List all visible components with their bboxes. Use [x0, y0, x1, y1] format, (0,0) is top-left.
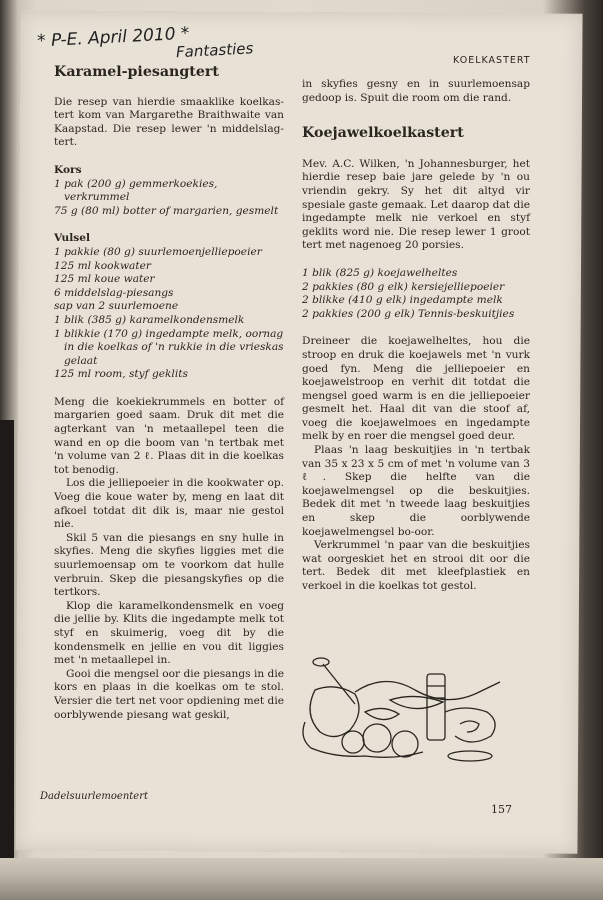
left-column: [54, 60, 284, 722]
spiral-swirl: [445, 708, 495, 742]
recipe1-method-step: Los die jelliepoeier in die kookwater op. Voeg die koue water by, meng en laat dit afkoel totdat dit dik is, maar nie gestol nie.: [54, 477, 284, 531]
ingredient: 1 blik (385 g) karamelkondensmelk: [54, 313, 245, 326]
spoon-handle: [323, 664, 355, 704]
recipe2-intro: Mev. A.C. Wilken, 'n Johannesburger, het hierdie resep baie jare gelede by 'n ou vriendin gekry. Sy het dit altyd vir spesiale gaste gemaak. Let daarop dat die ingedampte melk nie verkoel en styf geklits word nie. Die resep lewer 1 groot tert met nagenoeg 20 porsies.: [302, 157, 530, 252]
recipe2-ingredients: [302, 267, 530, 321]
ingredient: 2 pakkies (200 g elk) Tennis-beskuitjies: [302, 307, 515, 320]
recipe1-method-step: Meng die koekiekrummels en botter of margarien goed saam. Druk dit met die agterkant van 'n metaallepel teen die wand en op die boom van 'n tertbak met 'n volume van 2 ℓ. Plaas dit in die koelkas tot benodig.: [54, 395, 284, 476]
recipe1-method-step: Gooi die mengsel oor die piesangs in die kors en plaas in die koelkas om te stol. Versier die tert net voor opdiening met die oorblywende piesang wat geskil,: [54, 667, 284, 721]
ingredient: 1 blik (825 g) koejawelheltes: [302, 266, 458, 279]
recipe2-title: Koejawelkoelkastert: [302, 125, 464, 142]
recipe2-method-step: Plaas 'n laag beskuitjies in 'n tertbak van 35 x 23 x 5 cm of met 'n volume van 3 ℓ. Skep die helfte van die koejawelmengsel op die beskuitjies. Bedek dit met 'n tweede laag beskuitjies en skep die oorblywende koejawelmengsel bo-oor.: [302, 444, 530, 538]
plate: [448, 751, 492, 761]
page-bottom-edge: [0, 858, 603, 900]
ingredient: 1 pak (200 g) gemmerkoekies, verkrummel: [54, 177, 218, 204]
recipe1-method-continued: in skyfies gesny en in suurlemoensap gedoop is. Spuit die room om die rand.: [302, 78, 530, 104]
kors-ingredients: [54, 178, 284, 219]
spoon-bowl: [313, 658, 329, 666]
right-column: [302, 78, 530, 594]
guava-fruit: [392, 731, 418, 757]
page-number: 157: [491, 803, 512, 816]
handwritten-note-line2: Fantasties: [175, 39, 254, 62]
recipe1-method-step: Klop die karamelkondensmelk en voeg die jellie by. Klits die ingedampte melk tot styf en skuimerig, voeg dit by die kondensmelk en jellie en vou dit liggies met 'n metaallepel in.: [54, 599, 284, 667]
ingredient: 125 ml koue water: [54, 273, 155, 286]
guava-fruit: [342, 731, 364, 753]
recipe2-method-step: Dreineer die koejawelheltes, hou die stroop en druk die koejawels met 'n vurk goed fyn. Meng die jelliepoeier en koejawelstroop en verhit dit totdat die mengsel goed warm is en die jelliepoeier gesmelt het. Haal dit van die stoof af, voeg die koejawelmoes en ingedampte melk by en roer die mengsel goed deur.: [302, 335, 530, 443]
ingredient: sap van 2 suurlemoene: [54, 300, 179, 313]
footer-caption: Dadelsuurlemoentert: [40, 791, 149, 802]
ingredient: 1 pakkie (80 g) suurlemoenjelliepoeier: [54, 245, 262, 258]
spiral-swirl-inner: [460, 721, 479, 732]
recipe1-method-step: Skil 5 van die piesangs en sny hulle in skyfies. Meng die skyfies liggies met die suurlemoensap om te voorkom dat hulle verbruin. Skep die piesangskyfies op die tertkors.: [54, 531, 284, 599]
ingredient: 75 g (80 ml) botter of margarien, gesmelt: [54, 204, 279, 217]
recipe1-title: Karamel-piesangtert: [54, 64, 219, 80]
leaf: [365, 708, 399, 719]
recipe2-method-step: Verkrummel 'n paar van die beskuitjies wat oorgeskiet het en strooi dit oor die tert. Bedek dit met kleefplastiek en verkoel in die koelkas tot gestol.: [302, 539, 530, 592]
running-header: KOELKASTERT: [453, 55, 531, 66]
bowl-outline: [310, 687, 359, 737]
ingredient: 1 blikkie (170 g) ingedampte melk, oornag in die koelkas of 'n rukkie in die vrieskas gelaat: [54, 327, 284, 367]
vulsel-ingredients: [54, 246, 284, 382]
vulsel-heading: Vulsel: [54, 232, 90, 245]
ingredient: 125 ml kookwater: [54, 259, 151, 272]
ingredient: 6 middelslag-piesangs: [54, 286, 174, 299]
ingredient: 2 pakkies (80 g elk) kersiejelliepoeier: [302, 280, 505, 293]
ingredient: 125 ml room, styf geklits: [54, 368, 188, 381]
book-spine-shadow: [0, 420, 14, 900]
handwritten-note-line1: * P-E. April 2010 *: [36, 23, 190, 52]
kors-heading: Kors: [54, 163, 82, 176]
guava-fruit: [363, 724, 391, 752]
dessert-illustration: [295, 652, 510, 764]
ingredient: 2 blikke (410 g elk) ingedampte melk: [302, 294, 503, 307]
recipe1-intro: Die resep van hierdie smaaklike koelkas-tert kom van Margarethe Braithwaite van Kaapstad. Die resep lewer 'n middelslag-tert.: [54, 95, 284, 149]
